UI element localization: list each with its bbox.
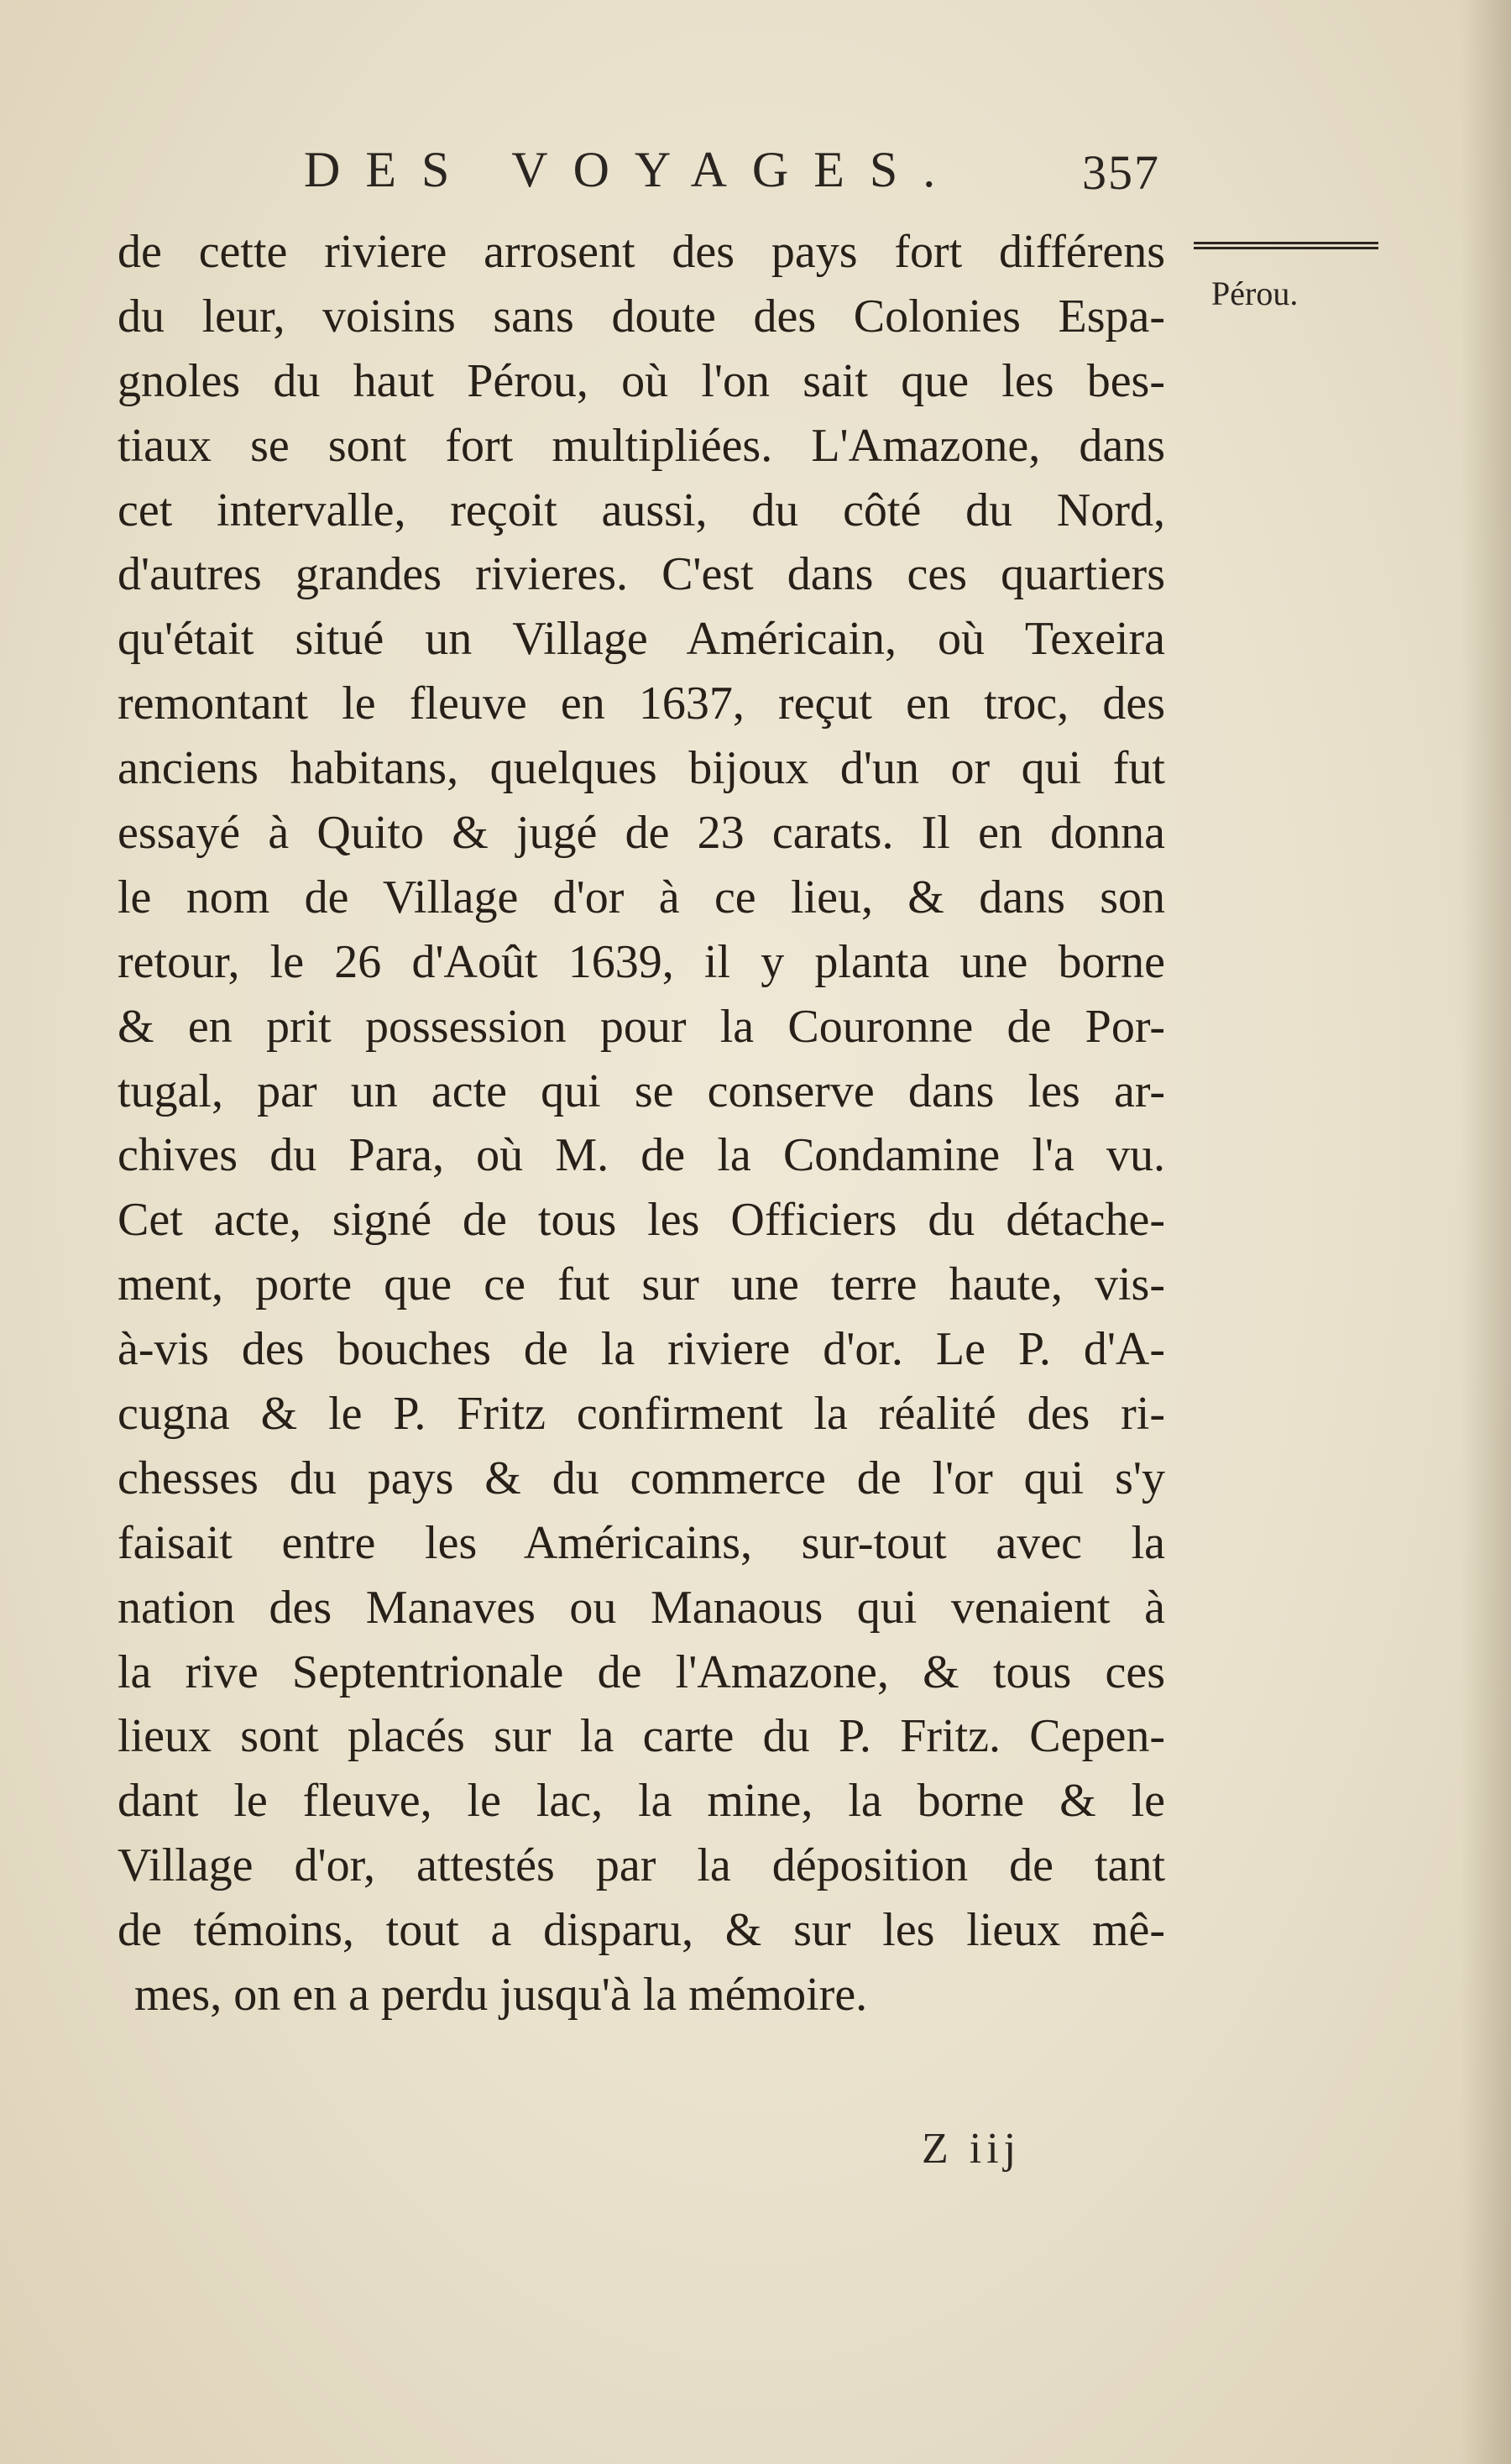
text-line: remontant le fleuve en 1637, reçut en troc, des — [118, 677, 1165, 730]
text-line: de témoins, tout a disparu, & sur les lieux mê- — [118, 1904, 1165, 1957]
text-line: cet intervalle, reçoit aussi, du côté du Nord, — [118, 484, 1165, 536]
text-line: la rive Septentrionale de l'Amazone, & tous ces — [118, 1645, 1165, 1698]
text-line: d'autres grandes rivieres. C'est dans ces quartiers — [118, 548, 1165, 601]
text-line: qu'était situé un Village Américain, où Texeira — [118, 613, 1165, 666]
text-line: Cet acte, signé de tous les Officiers du détache- — [118, 1194, 1165, 1247]
text-line: gnoles du haut Pérou, où l'on sait que les bes- — [118, 354, 1165, 407]
text-line: du leur, voisins sans doute des Colonies Espa- — [118, 290, 1165, 343]
text-line: tugal, par un acte qui se conserve dans les ar- — [118, 1065, 1165, 1117]
margin-rule — [1194, 242, 1378, 257]
margin-rule-line — [1194, 242, 1378, 244]
running-title: DES VOYAGES. — [304, 142, 961, 197]
text-line: chesses du pays & du commerce de l'or qui s'y — [118, 1452, 1165, 1504]
text-line: le nom de Village d'or à ce lieu, & dans son — [118, 871, 1165, 923]
text-line: lieux sont placés sur la carte du P. Fritz. Cepen- — [118, 1710, 1165, 1763]
page-number: 357 — [1082, 145, 1160, 200]
text-line: essayé à Quito & jugé de 23 carats. Il en donna — [118, 807, 1165, 860]
running-head — [304, 141, 1160, 217]
text-line: & en prit possession pour la Couronne de Por- — [118, 1000, 1165, 1053]
margin-rule-line — [1194, 247, 1378, 249]
text-line: retour, le 26 d'Août 1639, il y planta une borne — [118, 935, 1165, 988]
text-line: nation des Manaves ou Manaous qui venaient à — [118, 1581, 1165, 1634]
text-line: cugna & le P. Fritz confirment la réalité des ri- — [118, 1388, 1165, 1441]
text-line: à-vis des bouches de la riviere d'or. Le P. d'A- — [118, 1323, 1165, 1376]
text-line: de cette riviere arrosent des pays fort différens — [118, 226, 1165, 278]
margin-note: Pérou. — [1211, 275, 1299, 312]
text-line: mes, on en a perdu jusqu'à la mémoire. — [134, 1969, 868, 2022]
text-line: dant le fleuve, le lac, la mine, la borne & le — [118, 1775, 1165, 1828]
page-edge-shadow — [1461, 0, 1511, 2464]
text-line: faisait entre les Américains, sur-tout avec la — [118, 1516, 1165, 1569]
text-line: chives du Para, où M. de la Condamine l'a vu. — [118, 1129, 1165, 1182]
text-line: anciens habitans, quelques bijoux d'un or qui fut — [118, 742, 1165, 795]
text-line: tiaux se sont fort multipliées. L'Amazone, dans — [118, 419, 1165, 472]
text-line: Village d'or, attestés par la déposition de tant — [118, 1839, 1165, 1892]
signature-mark: Z iij — [922, 2125, 1022, 2173]
body-text — [118, 220, 1165, 2027]
text-line: ment, porte que ce fut sur une terre haute, vis- — [118, 1258, 1165, 1311]
